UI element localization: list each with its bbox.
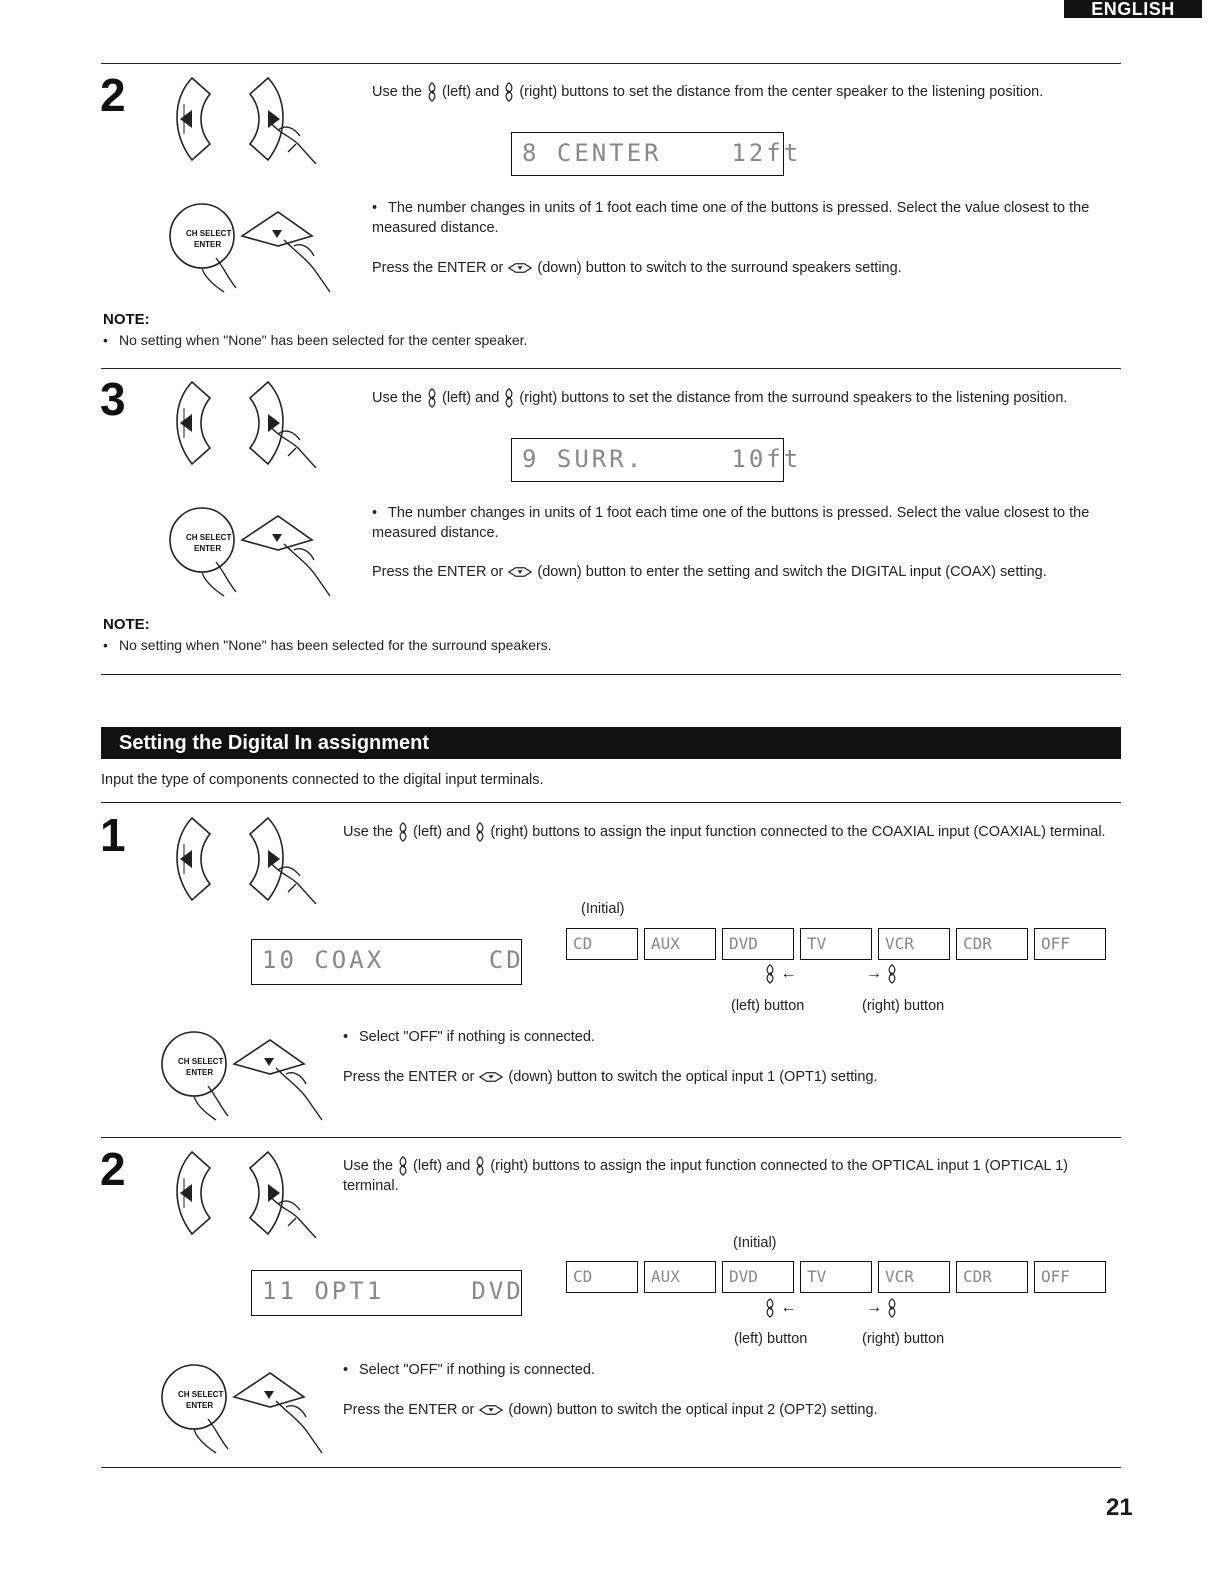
left-arrow-indicator: ← xyxy=(764,964,796,984)
ch-select-enter-dial-icon xyxy=(154,1357,334,1457)
sequence-item: AUX xyxy=(644,1261,716,1293)
right-button-icon xyxy=(886,964,898,984)
divider xyxy=(101,1467,1121,1468)
svg-text:ENTER: ENTER xyxy=(186,1401,214,1410)
sequence-item: CDR xyxy=(956,1261,1028,1293)
left-button-icon xyxy=(426,82,438,102)
left-right-buttons-icon xyxy=(170,378,330,468)
instruction: Use the (left) and (right) buttons to set the distance from the center speaker to the listening position. xyxy=(372,82,1132,102)
ch-select-enter-dial-icon xyxy=(154,1024,334,1124)
press-instruction: Press the ENTER or (down) button to switch the optical input 1 (OPT1) setting. xyxy=(343,1069,878,1085)
left-right-buttons-icon xyxy=(170,814,330,904)
left-right-buttons-icon xyxy=(170,1148,330,1238)
right-button-icon xyxy=(503,388,515,408)
right-button-icon xyxy=(474,1156,486,1176)
left-button-icon xyxy=(764,964,776,984)
sequence-item: CDR xyxy=(956,928,1028,960)
right-button-icon xyxy=(474,822,486,842)
ch-select-enter-dial-icon xyxy=(162,500,342,600)
section-title: Setting the Digital In assignment xyxy=(101,727,1121,759)
page-number: 21 xyxy=(1106,1494,1133,1521)
right-button-icon xyxy=(503,82,515,102)
initial-label: (Initial) xyxy=(581,901,625,917)
sequence-item: AUX xyxy=(644,928,716,960)
step-number: 2 xyxy=(100,69,126,121)
divider xyxy=(101,63,1121,64)
step-number: 2 xyxy=(100,1143,126,1195)
sequence-item: VCR xyxy=(878,928,950,960)
initial-label: (Initial) xyxy=(733,1235,777,1251)
down-button-icon xyxy=(507,262,533,274)
sequence-item: DVD xyxy=(722,1261,794,1293)
bullet-note: • Select "OFF" if nothing is connected. xyxy=(343,1029,595,1045)
sequence-item: VCR xyxy=(878,1261,950,1293)
lcd-display: 8 CENTER 12ft xyxy=(511,132,784,176)
note-heading: NOTE: xyxy=(103,311,150,328)
note-text: • No setting when "None" has been selected for the surround speakers. xyxy=(103,637,552,653)
note-text: • No setting when "None" has been selected for the center speaker. xyxy=(103,332,528,348)
left-button-icon xyxy=(764,1298,776,1318)
svg-text:CH SELECT: CH SELECT xyxy=(186,533,232,542)
input-sequence xyxy=(566,928,1106,960)
section-intro: Input the type of components connected to the digital input terminals. xyxy=(101,772,544,788)
input-sequence xyxy=(566,1261,1106,1293)
right-arrow-indicator: → xyxy=(866,964,898,984)
bullet-note: • The number changes in units of 1 foot each time one of the buttons is pressed. Select the value closest to the measured distance. xyxy=(372,200,1090,236)
right-button-label: (right) button xyxy=(862,998,945,1014)
right-button-icon xyxy=(886,1298,898,1318)
down-button-icon xyxy=(478,1071,504,1083)
lcd-display: 11 OPT1 DVD xyxy=(251,1270,522,1316)
sequence-item: TV xyxy=(800,928,872,960)
down-button-icon xyxy=(478,1404,504,1416)
instruction: Use the (left) and (right) buttons to set the distance from the surround speakers to the listening position. xyxy=(372,388,1122,408)
bullet-note: • The number changes in units of 1 foot each time one of the buttons is pressed. Select the value closest to the measured distance. xyxy=(372,505,1090,541)
press-instruction: Press the ENTER or (down) button to switch to the surround speakers setting. xyxy=(372,260,902,276)
divider xyxy=(101,674,1121,675)
step-number: 3 xyxy=(100,373,126,425)
left-right-buttons-icon xyxy=(170,74,330,164)
lcd-display: 9 SURR. 10ft xyxy=(511,438,784,482)
svg-text:CH SELECT: CH SELECT xyxy=(186,229,232,238)
svg-text:ENTER: ENTER xyxy=(194,544,222,553)
language-tab: ENGLISH xyxy=(1064,0,1202,18)
press-instruction: Press the ENTER or (down) button to switch the optical input 2 (OPT2) setting. xyxy=(343,1402,878,1418)
sequence-item: OFF xyxy=(1034,1261,1106,1293)
left-button-icon xyxy=(426,388,438,408)
bullet-note: • Select "OFF" if nothing is connected. xyxy=(343,1362,595,1378)
left-arrow-indicator: ← xyxy=(764,1298,796,1318)
step-number: 1 xyxy=(100,809,126,861)
left-button-label: (left) button xyxy=(734,1331,808,1347)
divider xyxy=(101,368,1121,369)
sequence-item: CD xyxy=(566,1261,638,1293)
left-button-icon xyxy=(397,1156,409,1176)
right-arrow-indicator: → xyxy=(866,1298,898,1318)
left-button-icon xyxy=(397,822,409,842)
down-button-icon xyxy=(507,566,533,578)
note-heading: NOTE: xyxy=(103,616,150,633)
press-instruction: Press the ENTER or (down) button to enter the setting and switch the DIGITAL input (COAX) setting. xyxy=(372,564,1047,580)
sequence-item: CD xyxy=(566,928,638,960)
sequence-item: TV xyxy=(800,1261,872,1293)
svg-text:ENTER: ENTER xyxy=(186,1068,214,1077)
sequence-item: OFF xyxy=(1034,928,1106,960)
divider xyxy=(101,802,1121,803)
svg-text:ENTER: ENTER xyxy=(194,240,222,249)
lcd-display: 10 COAX CD xyxy=(251,939,522,985)
right-button-label: (right) button xyxy=(862,1331,945,1347)
svg-text:CH SELECT: CH SELECT xyxy=(178,1057,224,1066)
divider xyxy=(101,1137,1121,1138)
ch-select-enter-dial-icon xyxy=(162,196,342,296)
left-button-label: (left) button xyxy=(731,998,805,1014)
instruction: Use the (left) and (right) buttons to assign the input function connected to the COAXIAL input (COAXIAL) terminal. xyxy=(343,822,1123,842)
instruction: Use the (left) and (right) buttons to assign the input function connected to the OPTICAL input 1 (OPTICAL 1) terminal. xyxy=(343,1158,1068,1195)
sequence-item: DVD xyxy=(722,928,794,960)
svg-text:CH SELECT: CH SELECT xyxy=(178,1390,224,1399)
